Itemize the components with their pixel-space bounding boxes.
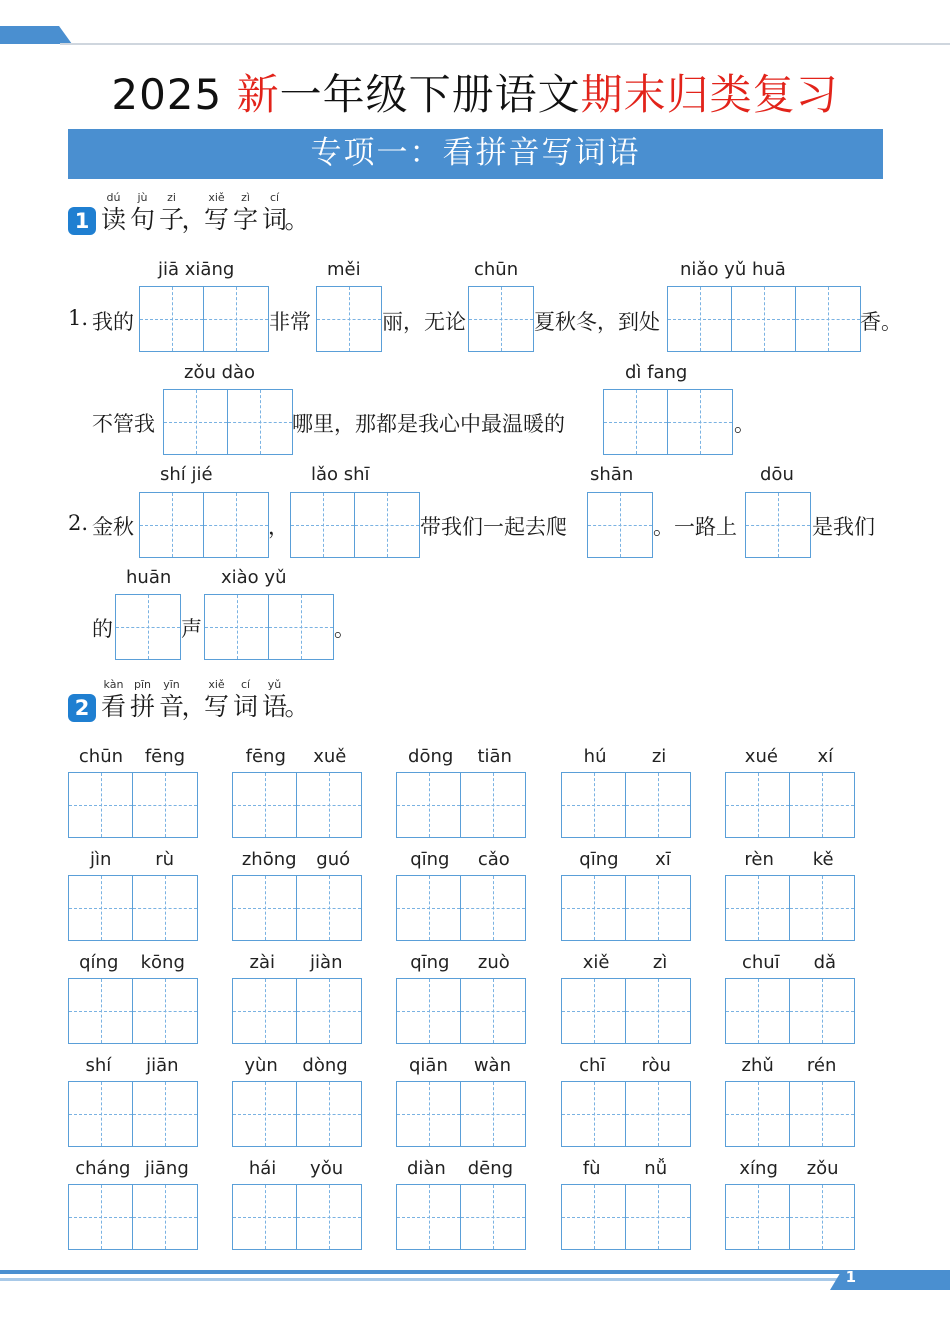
writing-cell[interactable] xyxy=(133,1082,197,1146)
writing-cell[interactable] xyxy=(790,1185,854,1249)
writing-box[interactable] xyxy=(68,772,198,838)
title-black-part: 一年级下册语文 xyxy=(279,70,581,119)
syllable: kōng xyxy=(140,952,185,973)
title-char-hanzi: 语 xyxy=(261,692,287,721)
title-char-pinyin: zì xyxy=(241,191,250,204)
writing-cell[interactable] xyxy=(790,1082,854,1146)
writing-cell[interactable] xyxy=(233,773,297,837)
s1-text-2: 非常 xyxy=(269,310,311,334)
title-char xyxy=(181,191,207,235)
word-pinyin xyxy=(68,845,196,875)
s1-text-8: 。 xyxy=(734,412,755,436)
syllable: dēng xyxy=(467,1158,514,1179)
title-char xyxy=(99,678,128,722)
syllable: dōng xyxy=(408,746,454,767)
writing-cell[interactable] xyxy=(726,773,790,837)
s2-text-4: 。一路上 xyxy=(653,515,737,539)
syllable: nǚ xyxy=(644,1158,668,1179)
writing-cell[interactable] xyxy=(69,876,133,940)
title-char-hanzi: 字 xyxy=(232,205,258,234)
word-item xyxy=(68,948,196,978)
word-pinyin xyxy=(232,742,360,772)
title-char-hanzi: 音 xyxy=(158,692,184,721)
writing-cell[interactable] xyxy=(461,1082,525,1146)
title-char xyxy=(284,678,310,722)
syllable: xiě xyxy=(582,952,610,973)
section-banner: 专项一：看拼音写词语 xyxy=(68,129,883,179)
writing-box[interactable] xyxy=(587,492,653,558)
writing-cell[interactable] xyxy=(626,1185,690,1249)
writing-cell[interactable] xyxy=(726,876,790,940)
word-item xyxy=(561,948,689,978)
s1-number: 1. xyxy=(68,306,89,330)
writing-cell[interactable] xyxy=(626,773,690,837)
writing-box[interactable] xyxy=(561,978,691,1044)
s1-text-6: 不管我 xyxy=(92,412,155,436)
writing-box[interactable] xyxy=(396,772,526,838)
syllable: chuī xyxy=(741,952,780,973)
word-item xyxy=(561,1154,689,1184)
word-item xyxy=(396,1051,524,1081)
title-char xyxy=(284,191,310,235)
writing-cell[interactable] xyxy=(790,773,854,837)
s1-text-4: 夏秋冬，到处 xyxy=(534,310,660,334)
writing-cell[interactable] xyxy=(397,876,461,940)
writing-box[interactable] xyxy=(667,286,861,352)
section2-badge: 2 xyxy=(68,694,96,722)
syllable: qīng xyxy=(410,849,450,870)
section1-badge: 1 xyxy=(68,207,96,235)
writing-box[interactable] xyxy=(139,492,269,558)
syllable: xuě xyxy=(313,746,347,767)
writing-box[interactable] xyxy=(68,1081,198,1147)
syllable: zuò xyxy=(477,952,510,973)
title-char xyxy=(99,191,128,235)
title-char-hanzi: 。 xyxy=(284,692,310,721)
writing-box[interactable] xyxy=(725,1184,855,1250)
syllable: fēng xyxy=(144,746,186,767)
section1-title xyxy=(99,191,310,235)
syllable: fēng xyxy=(245,746,286,767)
writing-box[interactable] xyxy=(204,594,334,660)
footer-line-light xyxy=(0,1278,840,1281)
title-year: 2025 xyxy=(111,70,223,119)
s2-text-3: 带我们一起去爬 xyxy=(420,515,567,539)
s1-pinyin-2: měi xyxy=(327,259,361,280)
syllable: jiāng xyxy=(144,1158,189,1179)
word-item xyxy=(68,845,196,875)
title-char-hanzi: 写 xyxy=(203,205,229,234)
syllable: qiān xyxy=(408,1055,448,1076)
syllable: jiān xyxy=(146,1055,179,1076)
syllable: wàn xyxy=(473,1055,511,1076)
writing-cell[interactable] xyxy=(297,1082,361,1146)
section2-heading xyxy=(68,678,310,722)
writing-cell[interactable] xyxy=(133,1185,197,1249)
writing-box[interactable] xyxy=(561,1081,691,1147)
writing-box[interactable] xyxy=(232,978,362,1044)
section2-title xyxy=(99,678,310,722)
syllable: hái xyxy=(248,1158,277,1179)
writing-cell[interactable] xyxy=(562,876,626,940)
writing-cell[interactable] xyxy=(461,773,525,837)
writing-box[interactable] xyxy=(396,1081,526,1147)
word-item xyxy=(68,1051,196,1081)
s2-pinyin-6: xiào yǔ xyxy=(221,567,287,588)
word-pinyin xyxy=(561,845,689,875)
title-char-hanzi: 句 xyxy=(129,205,155,234)
word-pinyin xyxy=(68,1154,196,1184)
title-red-part-1: 新 xyxy=(236,70,280,119)
s1-text-1: 我的 xyxy=(92,310,134,334)
writing-box[interactable] xyxy=(232,875,362,941)
writing-box[interactable] xyxy=(68,875,198,941)
writing-cell[interactable] xyxy=(69,979,133,1043)
syllable: fù xyxy=(582,1158,601,1179)
title-char-pinyin: yīn xyxy=(163,678,180,691)
title-char-pinyin: pīn xyxy=(133,678,151,691)
writing-cell[interactable] xyxy=(233,876,297,940)
writing-cell[interactable] xyxy=(133,773,197,837)
syllable: dòng xyxy=(302,1055,348,1076)
s2-text-6: 的 xyxy=(92,617,113,641)
word-item xyxy=(232,742,360,772)
title-char-hanzi: 。 xyxy=(284,205,310,234)
writing-cell[interactable] xyxy=(69,773,133,837)
title-char xyxy=(202,191,231,235)
writing-cell[interactable] xyxy=(562,773,626,837)
syllable: rù xyxy=(155,849,175,870)
syllable: zài xyxy=(249,952,275,973)
writing-box[interactable] xyxy=(561,772,691,838)
writing-cell[interactable] xyxy=(133,979,197,1043)
writing-cell[interactable] xyxy=(233,979,297,1043)
word-item xyxy=(725,845,853,875)
writing-cell[interactable] xyxy=(790,876,854,940)
writing-box[interactable] xyxy=(603,389,733,455)
writing-box[interactable] xyxy=(163,389,293,455)
s2-number: 2. xyxy=(68,511,89,535)
writing-cell[interactable] xyxy=(233,1082,297,1146)
writing-cell[interactable] xyxy=(297,1185,361,1249)
title-char xyxy=(231,678,260,722)
word-item xyxy=(396,1154,524,1184)
title-char-pinyin: cí xyxy=(240,678,251,691)
syllable: ròu xyxy=(641,1055,671,1076)
word-pinyin xyxy=(396,742,524,772)
title-char-hanzi: 词 xyxy=(261,205,287,234)
writing-cell[interactable] xyxy=(461,876,525,940)
syllable: chī xyxy=(579,1055,606,1076)
writing-box[interactable] xyxy=(396,978,526,1044)
writing-cell[interactable] xyxy=(297,979,361,1043)
word-pinyin xyxy=(232,948,360,978)
word-pinyin xyxy=(561,948,689,978)
writing-box[interactable] xyxy=(745,492,811,558)
title-char-pinyin: xiě xyxy=(208,191,225,204)
syllable: hú xyxy=(583,746,607,767)
title-char-hanzi: 写 xyxy=(203,692,229,721)
writing-cell[interactable] xyxy=(726,1185,790,1249)
title-char-hanzi: ， xyxy=(181,692,207,721)
writing-box[interactable] xyxy=(68,1184,198,1250)
s2-pinyin-4: dōu xyxy=(760,464,794,485)
writing-cell[interactable] xyxy=(726,979,790,1043)
word-item xyxy=(561,1051,689,1081)
writing-cell[interactable] xyxy=(461,979,525,1043)
writing-cell[interactable] xyxy=(69,1185,133,1249)
writing-box[interactable] xyxy=(561,875,691,941)
word-pinyin xyxy=(561,742,689,772)
syllable: zhǔ xyxy=(741,1055,774,1076)
syllable: yùn xyxy=(244,1055,278,1076)
word-item xyxy=(68,1154,196,1184)
writing-cell[interactable] xyxy=(726,1082,790,1146)
word-item xyxy=(232,1154,360,1184)
syllable: chūn xyxy=(78,746,124,767)
page-title xyxy=(0,62,950,122)
word-pinyin xyxy=(725,742,853,772)
syllable: rén xyxy=(806,1055,837,1076)
writing-box[interactable] xyxy=(468,286,534,352)
word-item xyxy=(232,845,360,875)
writing-cell[interactable] xyxy=(790,979,854,1043)
writing-box[interactable] xyxy=(139,286,269,352)
writing-box[interactable] xyxy=(232,772,362,838)
word-item xyxy=(232,1051,360,1081)
footer-line xyxy=(0,1270,950,1274)
writing-box[interactable] xyxy=(725,875,855,941)
title-char xyxy=(128,678,157,722)
syllable: shí xyxy=(85,1055,112,1076)
page-number: 1 xyxy=(845,1268,856,1286)
syllable: xī xyxy=(655,849,671,870)
s1-pinyin-4: niǎo yǔ huā xyxy=(680,259,786,280)
word-pinyin xyxy=(396,1154,524,1184)
word-item xyxy=(725,742,853,772)
section1-heading xyxy=(68,191,310,235)
title-char-pinyin: dú xyxy=(106,191,121,204)
writing-box[interactable] xyxy=(396,875,526,941)
s1-pinyin-1: jiā xiāng xyxy=(158,259,235,280)
writing-cell[interactable] xyxy=(562,1185,626,1249)
word-pinyin xyxy=(725,1154,853,1184)
title-char xyxy=(181,678,207,722)
writing-box[interactable] xyxy=(115,594,181,660)
writing-box[interactable] xyxy=(396,1184,526,1250)
syllable: zì xyxy=(652,952,668,973)
title-char-hanzi: ， xyxy=(181,205,207,234)
word-item xyxy=(561,742,689,772)
title-char-hanzi: 看 xyxy=(100,692,126,721)
s1-pinyin-6: dì fang xyxy=(625,362,688,383)
word-pinyin xyxy=(396,845,524,875)
writing-cell[interactable] xyxy=(461,1185,525,1249)
writing-cell[interactable] xyxy=(297,773,361,837)
writing-box[interactable] xyxy=(68,978,198,1044)
writing-cell[interactable] xyxy=(397,773,461,837)
title-char-hanzi: 词 xyxy=(232,692,258,721)
word-item xyxy=(232,948,360,978)
title-char-hanzi: 读 xyxy=(100,205,126,234)
syllable: kě xyxy=(812,849,834,870)
word-item xyxy=(396,742,524,772)
writing-cell[interactable] xyxy=(626,876,690,940)
writing-box[interactable] xyxy=(725,772,855,838)
word-item xyxy=(68,742,196,772)
writing-cell[interactable] xyxy=(562,1082,626,1146)
word-pinyin xyxy=(68,742,196,772)
syllable: qíng xyxy=(79,952,119,973)
syllable: rèn xyxy=(744,849,774,870)
syllable: cǎo xyxy=(477,849,510,870)
header-divider xyxy=(60,43,950,45)
s2-pinyin-5: huān xyxy=(126,567,172,588)
word-item xyxy=(561,845,689,875)
word-pinyin xyxy=(232,845,360,875)
writing-cell[interactable] xyxy=(133,876,197,940)
writing-cell[interactable] xyxy=(297,876,361,940)
word-pinyin xyxy=(725,948,853,978)
word-item xyxy=(396,845,524,875)
s2-text-7: 声 xyxy=(181,617,202,641)
s2-text-5: 是我们 xyxy=(812,515,875,539)
word-pinyin xyxy=(68,1051,196,1081)
word-pinyin xyxy=(68,948,196,978)
syllable: zhōng xyxy=(241,849,297,870)
title-char-pinyin: cí xyxy=(269,191,280,204)
writing-cell[interactable] xyxy=(626,1082,690,1146)
word-pinyin xyxy=(561,1051,689,1081)
writing-box[interactable] xyxy=(232,1081,362,1147)
s1-text-7: 哪里，那都是我心中最温暖的 xyxy=(292,412,565,436)
syllable: tiān xyxy=(477,746,512,767)
syllable: qīng xyxy=(579,849,619,870)
title-char xyxy=(202,678,231,722)
syllable: qīng xyxy=(410,952,450,973)
writing-box[interactable] xyxy=(561,1184,691,1250)
word-pinyin xyxy=(396,1051,524,1081)
syllable: xí xyxy=(817,746,834,767)
syllable: guó xyxy=(316,849,351,870)
writing-box[interactable] xyxy=(725,1081,855,1147)
s2-pinyin-3: shān xyxy=(590,464,634,485)
syllable: cháng xyxy=(75,1158,131,1179)
syllable: xíng xyxy=(739,1158,778,1179)
word-pinyin xyxy=(396,948,524,978)
word-item xyxy=(725,1154,853,1184)
s2-text-1: 金秋 xyxy=(92,515,134,539)
title-char-pinyin: kàn xyxy=(103,678,124,691)
s1-text-5: 香。 xyxy=(860,310,902,334)
writing-box[interactable] xyxy=(725,978,855,1044)
corner-tab xyxy=(0,26,72,44)
word-item xyxy=(725,948,853,978)
syllable: zi xyxy=(651,746,667,767)
writing-cell[interactable] xyxy=(397,979,461,1043)
writing-cell[interactable] xyxy=(397,1082,461,1146)
writing-cell[interactable] xyxy=(69,1082,133,1146)
title-red-part-2: 期末归类复习 xyxy=(580,70,839,119)
title-char-hanzi: 子 xyxy=(158,205,184,234)
writing-box[interactable] xyxy=(316,286,382,352)
word-item xyxy=(725,1051,853,1081)
writing-cell[interactable] xyxy=(233,1185,297,1249)
writing-box[interactable] xyxy=(232,1184,362,1250)
title-char xyxy=(231,191,260,235)
writing-cell[interactable] xyxy=(562,979,626,1043)
s1-text-3: 丽，无论 xyxy=(382,310,466,334)
s2-text-2: ， xyxy=(268,515,289,539)
word-pinyin xyxy=(232,1051,360,1081)
syllable: jìn xyxy=(89,849,112,870)
writing-cell[interactable] xyxy=(626,979,690,1043)
word-item xyxy=(396,948,524,978)
writing-cell[interactable] xyxy=(397,1185,461,1249)
word-pinyin xyxy=(561,1154,689,1184)
title-char-pinyin: jù xyxy=(137,191,148,204)
s2-pinyin-1: shí jié xyxy=(160,464,213,485)
syllable: dǎ xyxy=(813,952,837,973)
syllable: zǒu xyxy=(806,1158,839,1179)
syllable: yǒu xyxy=(310,1158,344,1179)
title-char-pinyin: yǔ xyxy=(267,678,282,691)
s1-pinyin-5: zǒu dào xyxy=(184,362,256,383)
syllable: xué xyxy=(744,746,778,767)
writing-box[interactable] xyxy=(290,492,420,558)
title-char-hanzi: 拼 xyxy=(129,692,155,721)
syllable: jiàn xyxy=(310,952,343,973)
s2-pinyin-2: lǎo shī xyxy=(311,464,370,485)
title-char-pinyin: xiě xyxy=(208,678,225,691)
title-char-pinyin: zi xyxy=(167,191,176,204)
word-pinyin xyxy=(725,1051,853,1081)
word-pinyin xyxy=(232,1154,360,1184)
title-char xyxy=(128,191,157,235)
word-pinyin xyxy=(725,845,853,875)
s1-pinyin-3: chūn xyxy=(474,259,519,280)
s2-text-8: 。 xyxy=(334,617,355,641)
syllable: diàn xyxy=(406,1158,446,1179)
